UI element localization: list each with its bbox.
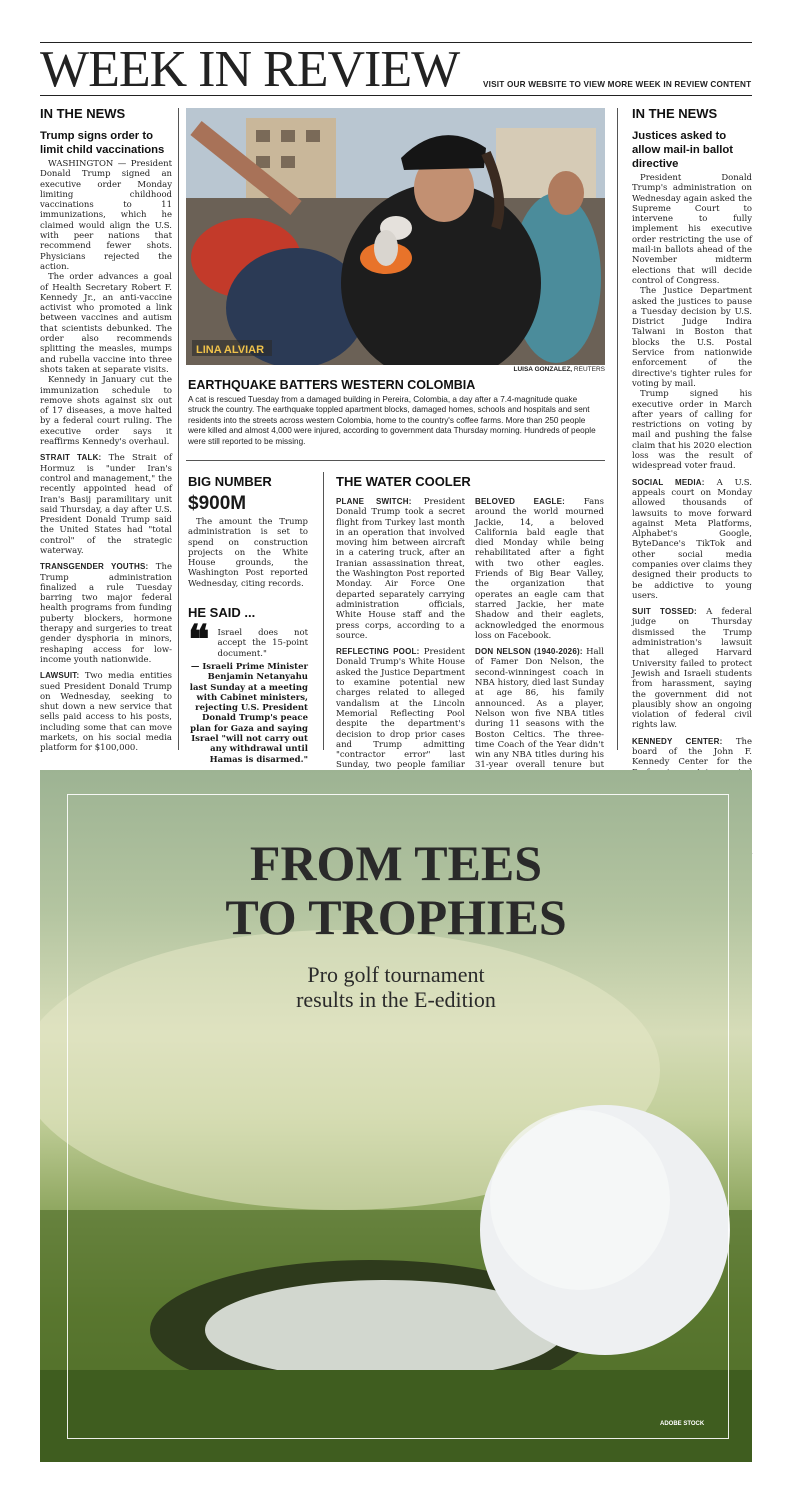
ad-subtitle (40, 962, 752, 1012)
brief-lead: PLANE SWITCH: (336, 497, 412, 506)
column-divider (178, 108, 179, 750)
section-heading: THE WATER COOLER (336, 474, 471, 489)
article-headline[interactable]: Trump signs order to limit child vaccinations (40, 130, 165, 156)
paragraph: The amount the Trump administration is set to spend on construction projects on the White House grounds, the Washington Post reported Wednesday, citing records. (188, 517, 308, 589)
big-number-value: $900M (188, 493, 247, 514)
brief-item (336, 647, 465, 781)
photo-caption: A cat is rescued Tuesday from a damaged building in Pereira, Colombia, a day after a 7.4-magnitude quake struck the country. The earthquake toppled apartment blocks, damaged homes, schools and hospitals and sent residents into the streets across western Colombia, home to the country's coffee farms. More than 250 people were killed and almost 4,000 were injured, according to government data Thursday morning. Hundreds of people were still reported to be missing. (188, 395, 596, 446)
column-body (336, 497, 465, 781)
brief-text: Two media entities sued President Donald Trump on Wednesday, seeking to shut down a new service that sells paid access to his posts, including some that can move markets, on his social media platform for $100,000. (40, 671, 172, 754)
brief-lead: KENNEDY CENTER: (632, 736, 723, 746)
water-cooler-col-1 (336, 497, 465, 781)
brief-text: A U.S. appeals court on Monday allowed thousands of lawsuits to move forward against Meta Platforms, Alphabet's Google, ByteDance's TikTok and other social media companies over claims they designed their products to be addictive to young users. (632, 477, 752, 601)
brief-text: President Donald Trump took a secret flight from Turkey last month in an operation that involved moving him between aircraft in a catering truck, after an Iranian assassination threat, the Washington Post reported Monday. Air Force One departed separately carrying administration officials, White House staff and the press corps, according to a source. (336, 497, 465, 641)
brief-text: The Strait of Hormuz is "under Iran's control and management," the recently appointed head of Iran's Basij paramilitary unit said Thursday, a day after U.S. President Donald Trump said the United States had "total control" of the strategic waterway. (40, 453, 172, 556)
credit-agency: REUTERS (572, 366, 605, 373)
water-cooler-col-2 (475, 497, 604, 791)
brief-lead: REFLECTING POOL: (336, 647, 420, 657)
section-heading: BIG NUMBER (188, 474, 272, 489)
quote-mark-icon: ❝ (188, 617, 210, 663)
brief-item (632, 607, 752, 731)
paragraph: President Donald Trump's administration on Wednesday again asked the Supreme Court to intervene to fully implement his executive order restricting the use of mail-in ballots ahead of the November midterm elections that will decide control of Congress. (632, 173, 752, 286)
brief-item (632, 478, 752, 602)
brief-lead: STRAIT TALK: (40, 453, 102, 463)
brief-item (40, 671, 172, 753)
paragraph: The Justice Department asked the justices to pause a Tuesday decision by U.S. District Judge Indira Talwani in Boston that blocks the U.S. Postal Service from nationwide enforcement of the directive's tighter rules for voting by mail. (632, 286, 752, 389)
section-heading: IN THE NEWS (632, 106, 718, 121)
brief-item (40, 453, 172, 556)
big-number-text (188, 517, 308, 589)
paragraph: Trump signed his executive order in March after years of calling for restrictions on voting by mail and pushing the false claim that his 2020 election loss was the result of widespread voter fraud. (632, 389, 752, 472)
photo-illustration (186, 108, 605, 365)
column-divider (323, 472, 324, 750)
ad-subtitle-line: results in the E-edition (296, 987, 496, 1012)
ad-subtitle-line: Pro golf tournament (307, 962, 485, 987)
column-body (475, 497, 604, 791)
brief-text: The Trump administration finalized a rule Tuesday barring two major federal health programs from funding puberty blockers, hormone therapy and surgeries to treat gender dysphoria in minors, reshaping access for low-income youth nationwide. (40, 562, 172, 665)
masthead-title: WEEK IN REVIEW (40, 41, 460, 98)
brief-lead: SUIT TOSSED: (632, 607, 697, 617)
photo-credit (186, 366, 605, 373)
brief-lead: SOCIAL MEDIA: (632, 477, 705, 487)
article-body (632, 173, 752, 850)
right-column (632, 106, 752, 859)
earthquake-photo[interactable] (186, 108, 605, 365)
brief-text: The board of the John F. Kennedy Center for the (632, 736, 752, 768)
column-divider (617, 108, 618, 750)
brief-lead: DON NELSON (1940-2026): (475, 647, 583, 657)
brief-lead: LAWSUIT: (40, 671, 80, 681)
water-cooler-section (336, 474, 604, 497)
ad-title (40, 836, 752, 944)
section-heading: IN THE NEWS (40, 106, 126, 121)
masthead-rule (40, 95, 752, 96)
brief-item (40, 562, 172, 665)
section-divider (186, 460, 605, 461)
left-column (40, 106, 172, 754)
quote-text: Israel does not accept the 15-point document." (217, 628, 308, 659)
brief-lead: BELOVED EAGLE: (475, 497, 565, 506)
section-heading: HE SAID ... (188, 605, 256, 621)
brief-lead: TRANSGENDER YOUTHS: (40, 562, 149, 572)
big-number-column (188, 474, 308, 765)
brief-text: Hall of Famer Don Nelson, the second-winningest coach in NBA history, died last Sunday at age 86, his family announced. As a player, Nelson won five NBA titles during 11 seasons with the Boston Celtics. The three-time Coach of the Year didn't win any NBA titles during his 31-year overall tenure but (475, 647, 604, 771)
website-link[interactable]: VISIT OUR WEBSITE TO VIEW MORE WEEK IN REVIEW CONTENT (483, 80, 752, 89)
paragraph: Kennedy in January cut the immunization schedule to remove shots against six out of 17 diseases, a move halted by a federal court ruling. The executive order says it reaffirms Kennedy's overhaul. (40, 375, 172, 448)
paragraph: The order advances a goal of Health Secretary Robert F. Kennedy Jr., an anti-vaccine activist who promoted a link between vaccines and autism that scientists debunked. The order also recommends splitting the measles, mumps and rubella vaccine into three shots taken at separate visits. (40, 272, 172, 375)
article-body (40, 159, 172, 754)
quote-attribution: — Israeli Prime Minister Benjamin Netanyahu last Sunday at a meeting with Cabinet ministers, rejecting U.S. President Donald Trump's peace plan for Gaza and saying Israel "will not carry out any withdrawal until Hamas is disarmed." (189, 661, 308, 765)
brief-item (336, 497, 465, 641)
photo-overlay-text: LINA ALVIAR (196, 344, 265, 356)
brief-text: A federal judge on Thursday dismissed the Trump administration's lawsuit that alleged Harvard University failed to protect Jewish and Israeli students from harassment, saying the government did not plausibly show an ongoing violation of federal civil rights law. (632, 607, 752, 731)
credit-name: LUISA GONZALEZ, (513, 366, 573, 373)
brief-text: Fans around the world mourned Jackie, 14, a beloved California bald eagle that died Monday while being rehabilitated after a fight with two other eagles. Friends of Big Bear Valley, the organization that operates an eagle cam that starred Jackie, her mate Shadow and their eaglets, acknowledged the enormous loss on Facebook. (475, 497, 604, 641)
ad-title-line: TO TROPHIES (225, 889, 567, 945)
paragraph: WASHINGTON — President Donald Trump signed an executive order Monday limiting childhood vaccinations to 11 immunizations, which he claimed would align the U.S. with peer nations that recommend fewer shots. Physicians rejected the action. (40, 159, 172, 272)
ad-title-line: FROM TEES (249, 835, 543, 891)
photo-headline[interactable]: EARTHQUAKE BATTERS WESTERN COLOMBIA (188, 378, 476, 392)
quote-block (188, 617, 308, 663)
brief-text: President Donald Trump's White House asked the Justice Department to examine potential new charges related to alleged vandalism at the Lincoln Memorial Reflecting Pool despite the department's decision to drop prior cases and Trump admitting "contractor error" last Sunday, two people familiar (336, 647, 465, 771)
article-headline[interactable]: Justices asked to allow mail-in ballot directive (632, 130, 734, 170)
ad-credit: ADOBE STOCK (660, 1421, 705, 1427)
brief-item (475, 497, 604, 641)
